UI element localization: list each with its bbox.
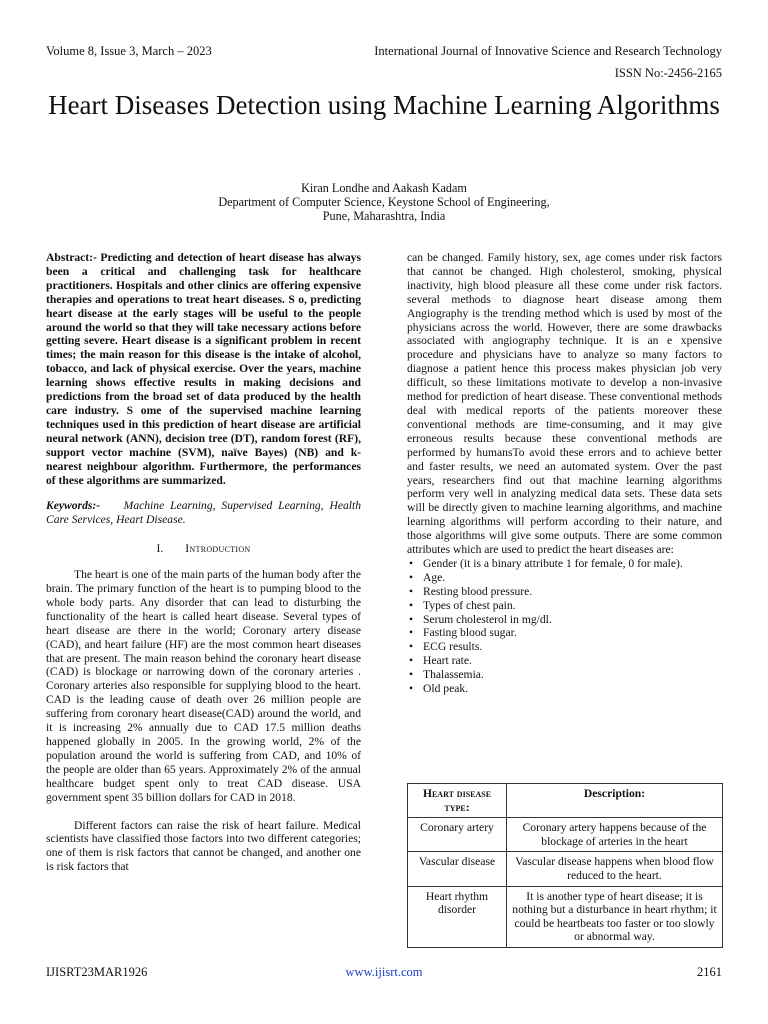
list-item: • ECG results. bbox=[407, 640, 722, 654]
header-journal: International Journal of Innovative Science and Research Technology bbox=[374, 44, 722, 58]
author-names: Kiran Londhe and Aakash Kadam bbox=[301, 181, 467, 195]
intro-paragraph-2: Different factors can raise the risk of heart failure. Medical scientists have classified those factors into two different categories; one of them is risk factors that cannot be changed, and another one is risk factors that bbox=[46, 818, 361, 874]
list-item: • Resting blood pressure. bbox=[407, 585, 722, 599]
list-item: • Old peak. bbox=[407, 682, 722, 696]
list-item: • Types of chest pain. bbox=[407, 599, 722, 613]
author-block bbox=[0, 181, 768, 223]
intro-paragraph-3: can be changed. Family history, sex, age comes under risk factors that cannot be changed. High cholesterol, smoking, physical inactivity, high blood pleasure all these come under risk factors. several methods to diagnose heart disease among them Angiography is the trending method which is used by most of the physicians across the world. However, there are some drawbacks associated with angiography technique. It is an e xpensive procedure and physicians have to analyze so many factors to diagnose a patient hence this process makes physician job very difficult, so these limitations motivate to develop a non-invasive method for prediction of heart disease. These conventional methods deal with medical reports of the patients moreover these conventional methods are time-consuming, and it may give erroneous results because these conventional methods are performed by humansTo avoid these errors and to achieve better and faster results, we need an automated system. Over the past years, researchers find out that machine learning algorithms perform very well in analyzing medical data sets. These data sets will be directly given to machine learning algorithms, and machine learning algorithms will perform according to their nature, and those algorithms will give some outputs. There are some common attributes which are used to predict the heart diseases are: bbox=[407, 251, 722, 557]
table-header-row bbox=[408, 784, 723, 818]
section-heading bbox=[46, 542, 361, 556]
keywords-label: Keywords:- bbox=[46, 499, 101, 513]
intro-paragraph-1: The heart is one of the main parts of the human body after the brain. The primary function of the heart is to pumping blood to the whole body parts. Any disorder that can lead to disturbing the functionality of the heart is called heart disease. Several types of heart disease are there in the world; Coronary artery disease (CAD), and heart failure (HF) are the most common heart diseases that are present. The main reason behind the coronary heart disease (CAD) is blockage or narrowing down of the coronary arteries . Coronary arteries also responsible for supplying blood to the heart. CAD is the leading cause of death over 26 million people are suffering from coronary heart disease(CAD) around the world, and it is increasing 2% annually due to CAD 17.5 million deaths happened globally in 2005. In the growing world, 2% of the population around the world is suffering from CAD, and 10% of the people are older than 65 years. Approximately 2% of the annual healthcare budget spent only to treat CAD disease. USA government spent 35 billion dollars for CAD in 2018. bbox=[46, 568, 361, 804]
abstract: Abstract:- Predicting and detection of heart disease has always been a critical and challenging task for healthcare practitioners. Hospitals and other clinics are offering expensive therapies and operations to treat heart diseases. S o, predicting heart disease at the early stages will be useful to the people around the world so that they will take necessary actions before getting severe. Heart disease is a significant problem in recent times; the main reason for this disease is the intake of alcohol, tobacco, and lack of physical exercise. Over the years, machine learning shows effective results in making decisions and predictions from the broad set of data produced by the health care industry. S ome of the supervised machine learning techniques used in this prediction of heart disease are artificial neural network (ANN), decision tree (DT), random forest (RF), support vector machine (SVM), naïve Bayes) (NB) and k- nearest neighbour algorithm. Furthermore, the performances of these algorithms are summarized. bbox=[46, 251, 361, 487]
table-row bbox=[408, 852, 723, 886]
table-cell-type: Coronary artery bbox=[408, 818, 507, 852]
table-row bbox=[408, 886, 723, 947]
heart-disease-table bbox=[407, 783, 723, 948]
right-column bbox=[407, 251, 722, 696]
section-title: Introduction bbox=[185, 542, 251, 556]
header-volume: Volume 8, Issue 3, March – 2023 bbox=[46, 44, 212, 58]
list-item: • Thalassemia. bbox=[407, 668, 722, 682]
list-item: • Gender (it is a binary attribute 1 for female, 0 for male). bbox=[407, 557, 722, 571]
table-row bbox=[408, 818, 723, 852]
footer-page-number: 2161 bbox=[697, 965, 722, 979]
list-item: • Serum cholesterol in mg/dl. bbox=[407, 613, 722, 627]
left-column bbox=[46, 251, 361, 874]
list-item: • Fasting blood sugar. bbox=[407, 626, 722, 640]
table-header-type: Heart disease type: bbox=[408, 784, 507, 818]
author-city: Pune, Maharashtra, India bbox=[322, 209, 446, 223]
keywords bbox=[46, 499, 361, 527]
author-department: Department of Computer Science, Keystone School of Engineering, bbox=[218, 195, 550, 209]
table-cell-type: Vascular disease bbox=[408, 852, 507, 886]
list-item: • Age. bbox=[407, 571, 722, 585]
header-issn: ISSN No:-2456-2165 bbox=[614, 66, 722, 80]
table-cell-description: Coronary artery happens because of the blockage of arteries in the heart bbox=[507, 818, 723, 852]
table-cell-description: It is another type of heart disease; it is nothing but a disturbance in heart rhythm; it could be heartbeats too faster or too slowly or abnormal way. bbox=[507, 886, 723, 947]
keywords-text: Machine Learning, Supervised Learning, Health Care Services, Heart Disease. bbox=[46, 499, 362, 527]
attribute-list bbox=[407, 557, 722, 696]
footer-paper-id: IJISRT23MAR1926 bbox=[46, 965, 148, 979]
table-cell-description: Vascular disease happens when blood flow reduced to the heart. bbox=[507, 852, 723, 886]
list-item: • Heart rate. bbox=[407, 654, 722, 668]
footer-website-link[interactable]: www.ijisrt.com bbox=[345, 965, 423, 979]
table-cell-type: Heart rhythm disorder bbox=[408, 886, 507, 947]
table-header-description: Description: bbox=[507, 784, 723, 818]
section-number: I. bbox=[156, 542, 164, 556]
paper-title: Heart Diseases Detection using Machine Learning Algorithms bbox=[48, 90, 720, 120]
